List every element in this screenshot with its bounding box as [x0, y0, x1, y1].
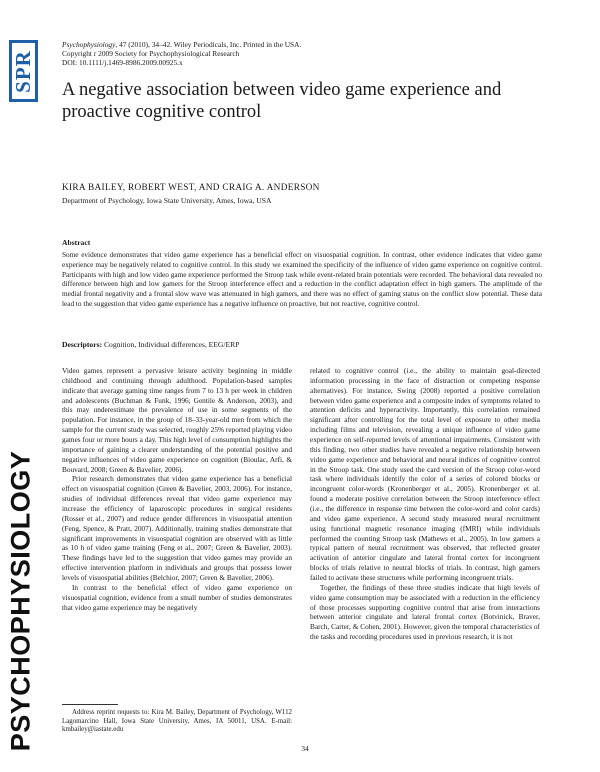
body-paragraph: related to cognitive control (i.e., the ability to maintain goal-directed information processing in the face of distraction or competing response alternatives). For instance, Swing (2008) reported a positive correlation between video game experience and a composite index of symptoms related to attention deficits and hyperactivity. Importantly, this correlation remained significant after controlling for the total level of exposure to other media including films and television, revealing a unique influence of video game experience on self-reported levels of attentional impairments. Consistent with this finding, two other studies have revealed a negative relationship between video game experience and behavioral and neural indices of cognitive control in the Stroop task. One study used the card version of the Stroop color-word task where individuals identify the color of a series of colored blocks or incongruent color-words (Kronenberger et al., 2005). Kronenberger et al. found a moderate positive correlation between the Stroop interference effect (i.e., the difference in response time between the color-word and color cards) and video game experience. A second study measured neural recruitment using functional magnetic resonance imaging (fMRI) while individuals performed the counting Stroop task (Mathews et al., 2005). In low gamers a typical pattern of neural recruitment was observed, that reflected greater activation of anterior cingulate and lateral frontal cortex for incongruent blocks of trials relative to neutral blocks of trials. In contrast, high gamers failed to activate these structures while performing incongruent trials.: [310, 366, 540, 583]
body-paragraph: Video games represent a pervasive leisure activity beginning in middle childhood and continuing through adulthood. Population-based samples indicate that average gaming time ranges from 7 to 13 h per week in children and adolescents (Buchman & Funk, 1996; Gentile & Anderson, 2003), and this may underestimate the prevalence of use in some segments of the population. For instance, in the group of 18–33-year-old men from which the sample for the current study was selected, roughly 25% reported playing video games four or more hours a day. This high level of consumption highlights the importance of gaining a clearer understanding of the potential positive and negative influences of video game experience on cognition (Bioulac, Arfi, & Bouvard, 2008; Green & Bavelier, 2006).: [62, 366, 292, 474]
doi-line: DOI: 10.1111/j.1469-8986.2009.00925.x: [62, 58, 183, 68]
descriptors: [62, 340, 542, 349]
descriptors-label: Descriptors:: [62, 340, 103, 349]
body-paragraph: Together, the findings of these three studies indicate that high levels of video game consumption may be associated with a reduction in the efficiency of those processes supporting cognitive control that arise from interactions between anterior cingulate and lateral frontal cortex (Botvinick, Braver, Barch, Carter, & Cohen, 2001). However, given the temporal characteristics of the tasks and recording procedures used in previous research, it is not: [310, 582, 540, 642]
spr-logo: [9, 40, 38, 102]
body-column-right: [310, 366, 540, 754]
abstract-body: Some evidence demonstrates that video game experience has a beneficial effect on visuospatial cognition. In contrast, other evidence indicates that video game experience may be negatively related to cognitive control. In this study we examined the specificity of the influence of video game experience on cognitive control. Participants with high and low video game experience performed the Stroop task while event-related brain potentials were recorded. The behavioral data revealed no difference between high and low gamers for the Stroop interference effect and a reduction in the conflict adaptation effect in high gamers. The amplitude of the medial frontal negativity and a frontal slow wave was attenuated in high gamers, and there was no effect of gaming status on the conflict slow potential. These data lead to the suggestion that video game experience has a negative influence on proactive, but not reactive, cognitive control.: [62, 251, 542, 308]
side-journal-label-text: PSYCHOPHYSIOLOGY: [6, 450, 36, 752]
reprint-footnote: Address reprint requests to: Kira M. Bailey, Department of Psychology, W112 Lagomarcino Hall, Iowa State University, Ames, IA 50011, USA. E-mail: kmbailey@iastate.edu: [62, 709, 292, 734]
citation-line: [62, 40, 542, 49]
page-number: 34: [301, 744, 309, 753]
author-list: KIRA BAILEY, ROBERT WEST, AND CRAIG A. ANDERSON: [62, 183, 320, 193]
author-affiliation: Department of Psychology, Iowa State University, Ames, Iowa, USA: [62, 196, 272, 205]
copyright-line: Copyright r 2009 Society for Psychophysiological Research: [62, 49, 240, 59]
journal-name: Psychophysiology: [62, 40, 116, 49]
spr-logo-text: SPR: [11, 49, 35, 93]
body-paragraph: Prior research demonstrates that video game experience has a beneficial effect on visuospatial cognition (Green & Bavelier, 2003, 2006). For instance, studies of individual differences reveal that video game experience may increase the efficiency of laparoscopic procedures in surgical residents (Rosser et al., 2007) and reduce gender differences in visuospatial attention (Feng, Spence, & Pratt, 2007). Additionally, training studies demonstrate that significant improvements in visuospatial cognition are observed with as little as 10 h of video game training (Feng et al., 2007; Green & Bavelier, 2003). These findings have led to the suggestion that video games may provide an effective intervention platform in individuals and groups that possess lower levels of visuospatial abilities (Belchior, 2007; Green & Bavelier, 2006).: [62, 474, 292, 583]
citation-header: [62, 40, 542, 68]
side-journal-label: [6, 446, 36, 756]
body-paragraph: In contrast to the beneficial effect of video game experience on visuospatial cognition, evidence from a small number of studies demonstrates that video game experience may be negatively: [62, 582, 292, 612]
footnote-rule: [62, 704, 118, 705]
article-title: A negative association between video game experience and proactive cognitive control: [62, 80, 502, 122]
descriptors-text: Cognition, Individual differences, EEG/ERP: [102, 340, 240, 349]
journal-citation: , 47 (2010), 34–42. Wiley Periodicals, Inc. Printed in the USA.: [115, 40, 302, 49]
abstract-heading: Abstract: [62, 238, 91, 247]
body-column-left: [62, 366, 292, 754]
